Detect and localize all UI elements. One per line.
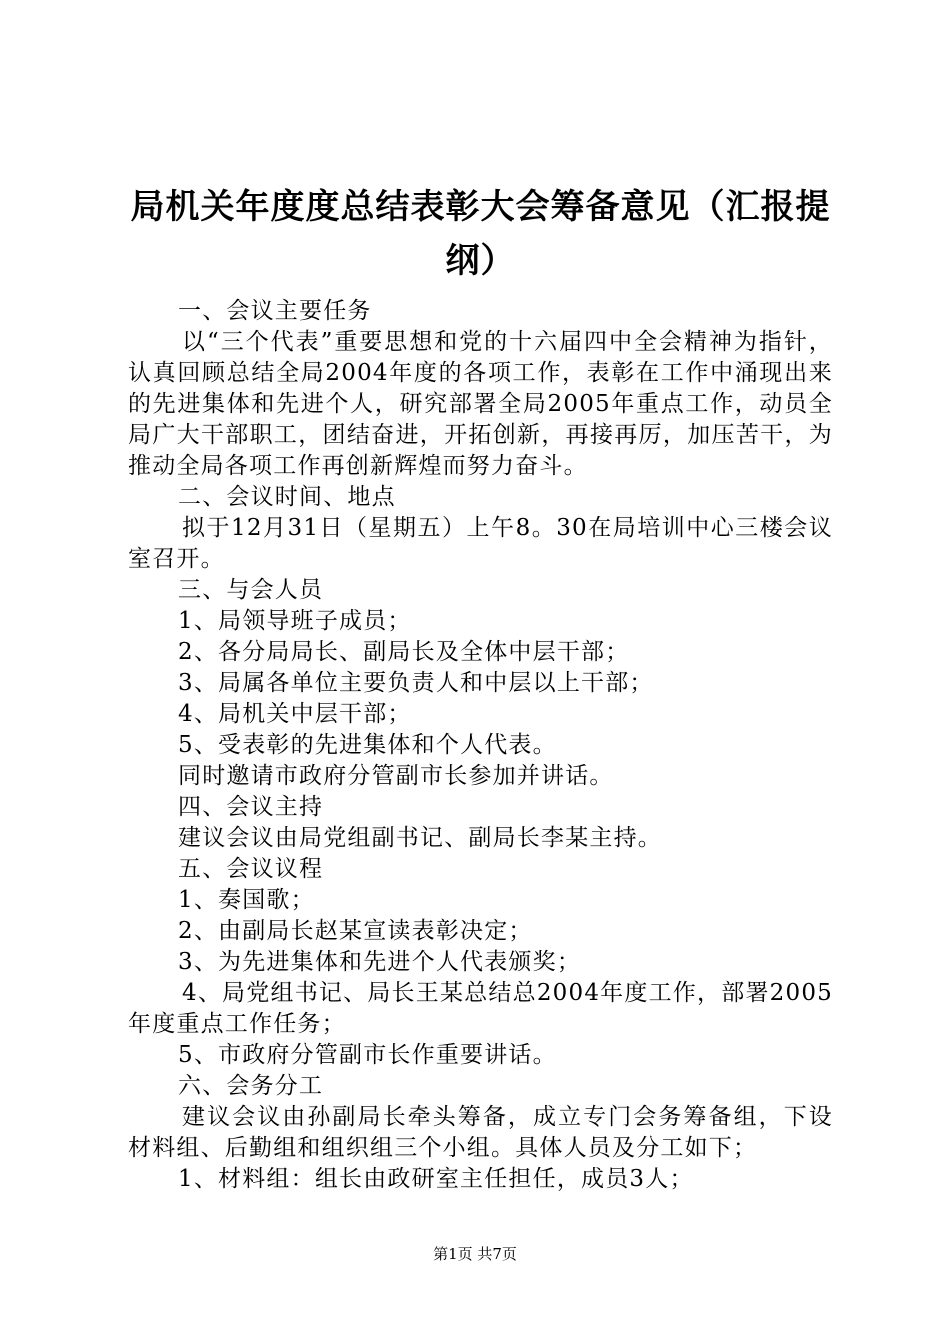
paragraph: 3、局属各单位主要负责人和中层以上干部； [178,670,654,696]
paragraph: 四、会议主持 [178,794,324,820]
paragraph: 5、市政府分管副市长作重要讲话。 [178,1042,557,1068]
paragraph: 建议会议由局党组副书记、副局长李某主持。 [178,825,662,851]
paragraph: 5、受表彰的先进集体和个人代表。 [178,732,557,758]
paragraph: 以“三个代表”重要思想和党的十六届四中全会精神为指针，认真回顾总结全局2004年度的各项工作，表彰在工作中涌现出来的先进集体和先进个人，研究部署全局2005年重点工作，动员全局广大干部职工，团结奋进，开拓创新，再接再厉，加压苦干，为推动全局各项工作再创新辉煌而努力奋斗。 [128,329,833,479]
paragraph: 拟于12月31日（星期五）上午8。30在局培训中心三楼会议室召开。 [128,515,833,572]
document-body [128,296,833,1195]
paragraph: 2、由副局长赵某宣读表彰决定； [178,918,533,944]
document-title: 局机关年度度总结表彰大会筹备意见（汇报提纲） [130,187,831,281]
page-number-footer: 第1页 共7页 [433,1245,517,1263]
document-page [128,180,833,1195]
paragraph: 五、会议议程 [178,856,324,882]
paragraph: 同时邀请市政府分管副市长参加并讲话。 [178,763,614,789]
paragraph: 2、各分局局长、副局长及全体中层干部； [178,639,630,665]
paragraph: 三、与会人员 [178,577,324,603]
paragraph: 二、会议时间、地点 [178,484,396,510]
paragraph: 一、会议主要任务 [178,298,372,324]
paragraph: 3、为先进集体和先进个人代表颁奖； [178,949,582,975]
paragraph: 1、局领导班子成员； [178,608,412,634]
paragraph: 1、奏国歌； [178,887,315,913]
paragraph: 1、材料组：组长由政研室主任担任，成员3人； [178,1166,694,1192]
paragraph: 建议会议由孙副局长牵头筹备，成立专门会务筹备组，下设材料组、后勤组和组织组三个小组。具体人员及分工如下； [128,1104,833,1161]
paragraph: 六、会务分工 [178,1073,324,1099]
paragraph: 4、局机关中层干部； [178,701,412,727]
paragraph: 4、局党组书记、局长王某总结总2004年度工作，部署2005年度重点工作任务； [128,980,833,1037]
